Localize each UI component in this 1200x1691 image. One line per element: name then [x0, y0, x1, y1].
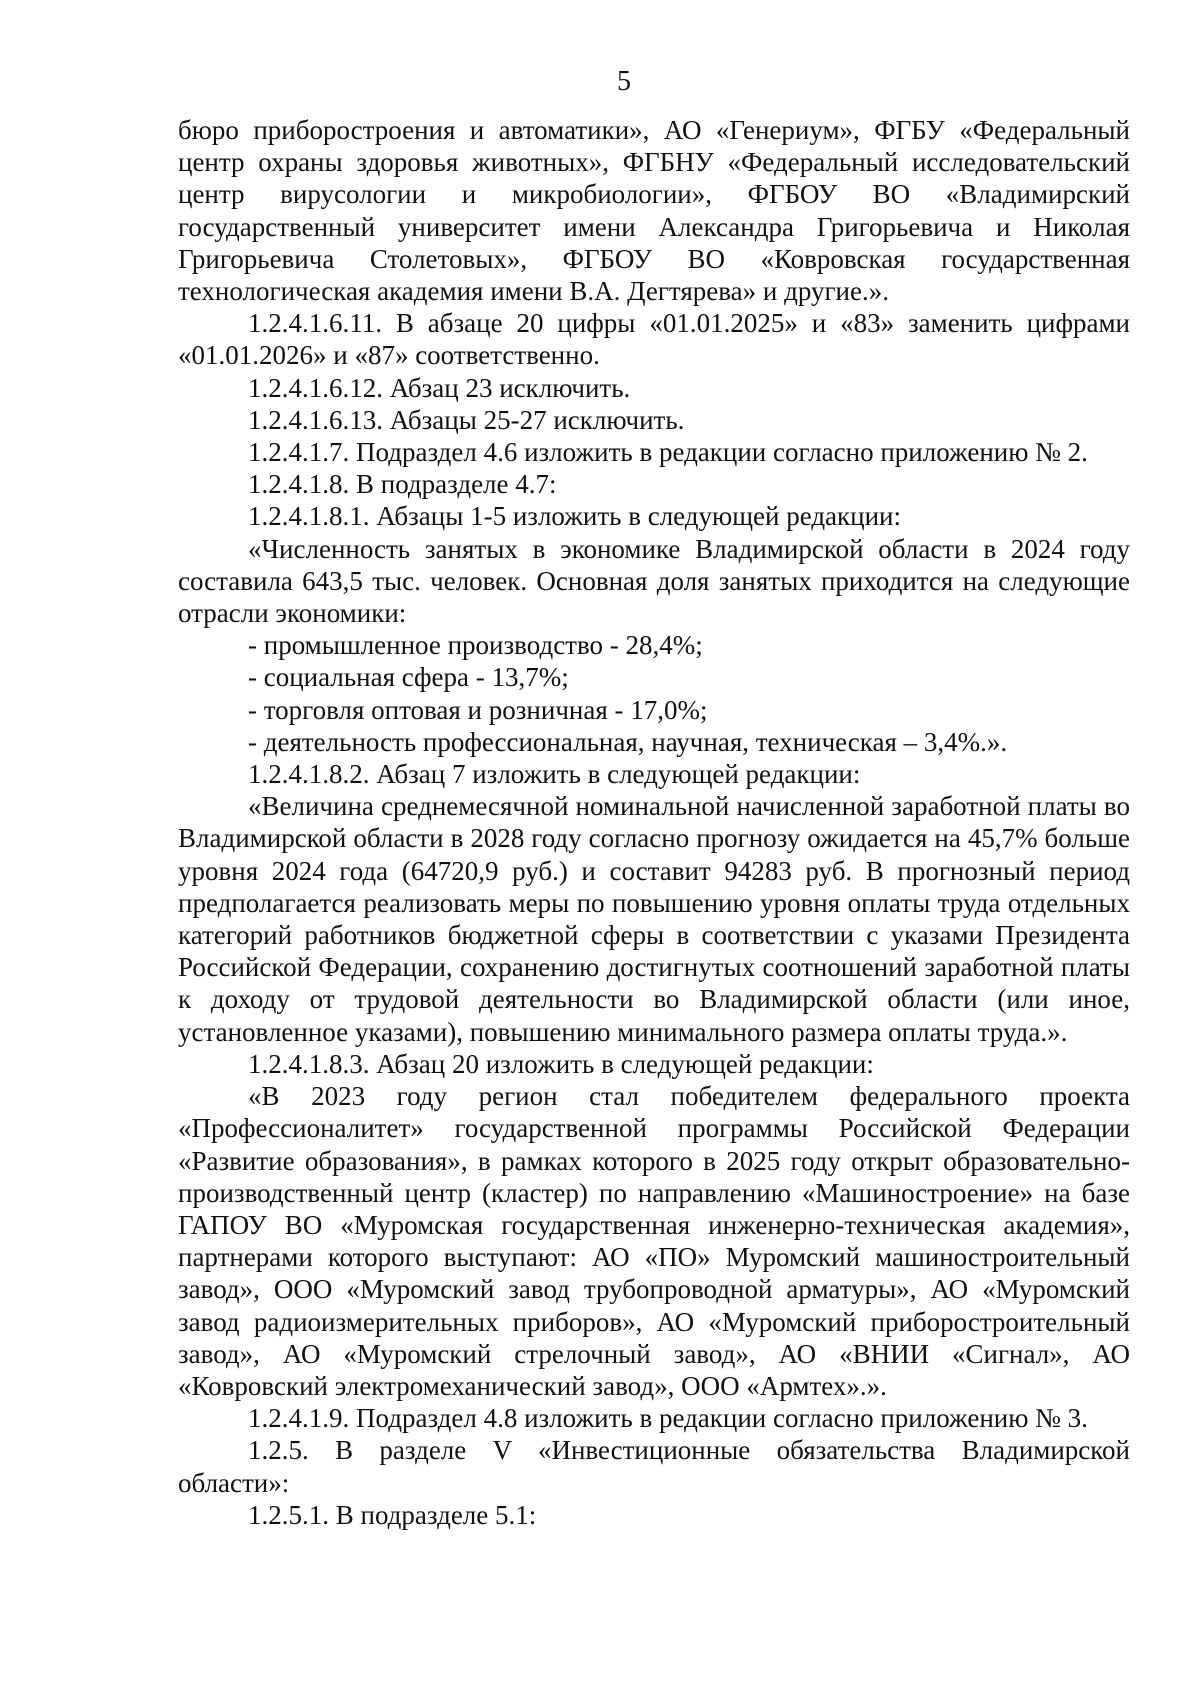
paragraph-1-2-4-1-7: 1.2.4.1.7. Подраздел 4.6 изложить в редакции согласно приложению № 2. — [248, 437, 1088, 468]
paragraph-1-2-4-1-8-3: 1.2.4.1.8.3. Абзац 20 изложить в следующей редакции: — [248, 1048, 874, 1079]
page-number: 5 — [617, 66, 631, 97]
list-item-professional: - деятельность профессиональная, научная, техническая – 3,4%.». — [248, 726, 1008, 757]
paragraph-professionalitet-quote: «В 2023 году регион стал победителем федерального проекта «Профессионалитет» государственной программы Российской Федерации «Развитие образования», в рамках которого в 2025 году открыт образовательно-производственный центр (кластер) по направлению «Машиностроение» на базе ГАПОУ ВО «Муромская государственная инженерно-техническая академия», партнерами которого выступают: АО «ПО» Муромский машиностроительный завод», ООО «Муромский завод трубопроводной арматуры», АО «Муромский завод радиоизмерительных приборов», АО «Муромский приборостроительный завод», АО «Муромский стрелочный завод», АО «ВНИИ «Сигнал», АО «Ковровский электромеханический завод», ООО «Армтех».». — [178, 1081, 1130, 1401]
document-body — [178, 114, 1130, 1531]
paragraph-1-2-4-1-6-12: 1.2.4.1.6.12. Абзац 23 исключить. — [248, 372, 631, 403]
paragraph-salary-quote: «Величина среднемесячной номинальной начисленной заработной платы во Владимирской области в 2028 году согласно прогнозу ожидается на 45,7% больше уровня 2024 года (64720,9 руб.) и составит 94283 руб. В прогнозный период предполагается реализовать меры по повышению уровня оплаты труда отдельных категорий работников бюджетной сферы в соответствии с указами Президента Российской Федерации, сохранению достигнутых соотношений заработной платы к доходу от трудовой деятельности во Владимирской области (или иное, установленное указами), повышению минимального размера оплаты труда.». — [178, 791, 1130, 1047]
paragraph-1-2-4-1-8-1: 1.2.4.1.8.1. Абзацы 1-5 изложить в следующей редакции: — [248, 501, 902, 532]
paragraph-1-2-5-1: 1.2.5.1. В подразделе 5.1: — [248, 1499, 537, 1530]
paragraph-1-2-4-1-6-13: 1.2.4.1.6.13. Абзацы 25-27 исключить. — [248, 404, 685, 435]
paragraph-1-2-4-1-6-11: 1.2.4.1.6.11. В абзаце 20 цифры «01.01.2025» и «83» заменить цифрами «01.01.2026» и «87» соответственно. — [178, 308, 1130, 371]
paragraph-1-2-4-1-9: 1.2.4.1.9. Подраздел 4.8 изложить в редакции согласно приложению № 3. — [248, 1403, 1088, 1434]
list-item-trade: - торговля оптовая и розничная - 17,0%; — [248, 694, 708, 725]
list-item-social: - социальная сфера - 13,7%; — [248, 662, 569, 693]
paragraph-1-2-5: 1.2.5. В разделе V «Инвестиционные обязательства Владимирской области»: — [178, 1435, 1130, 1498]
paragraph-continuation: бюро приборостроения и автоматики», АО «Генериум», ФГБУ «Федеральный центр охраны здоровья животных», ФГБНУ «Федеральный исследовательский центр вирусологии и микробиологии», ФГБОУ ВО «Владимирский государственный университет имени Александра Григорьевича и Николая Григорьевича Столетовых», ФГБОУ ВО «Ковровская государственная технологическая академия имени В.А. Дегтярева» и другие.». — [178, 115, 1130, 307]
paragraph-1-2-4-1-8-2: 1.2.4.1.8.2. Абзац 7 изложить в следующей редакции: — [248, 759, 861, 790]
paragraph-employment-quote: «Численность занятых в экономике Владимирской области в 2024 году составила 643,5 тыс. человек. Основная доля занятых приходится на следующие отрасли экономики: — [178, 533, 1130, 629]
paragraph-1-2-4-1-8: 1.2.4.1.8. В подразделе 4.7: — [248, 469, 557, 500]
list-item-industry: - промышленное производство - 28,4%; — [248, 630, 703, 661]
